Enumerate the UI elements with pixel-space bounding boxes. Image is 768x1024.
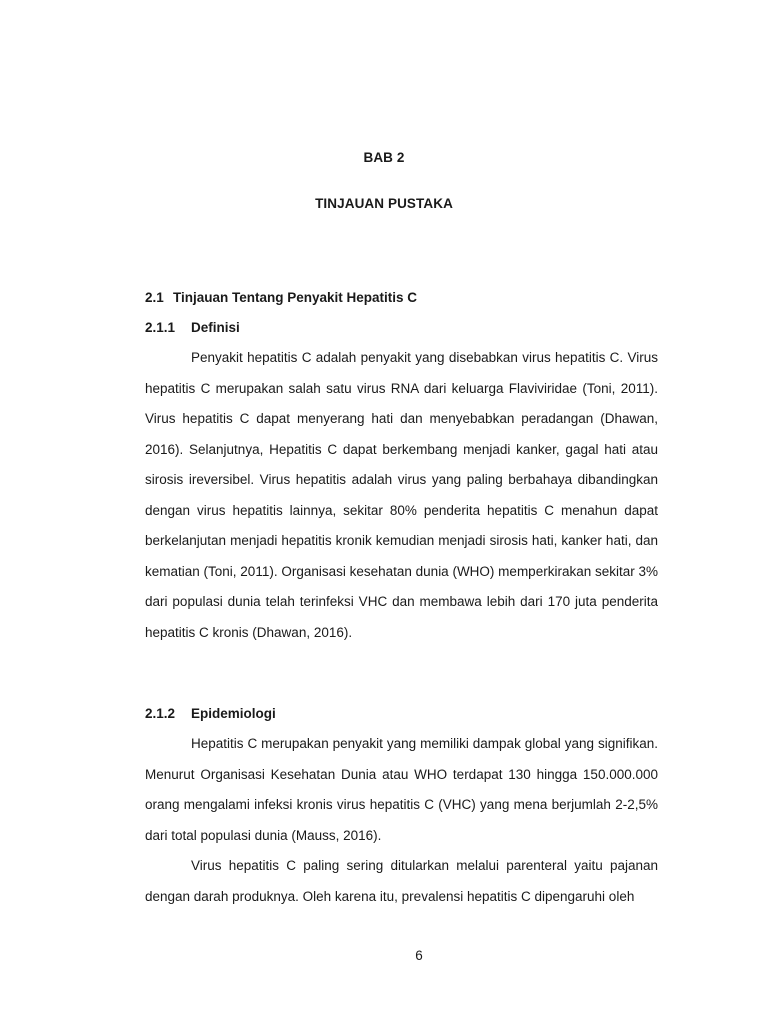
chapter-number: BAB 2: [363, 150, 405, 165]
paragraph-epidemiologi-1: Hepatitis C merupakan penyakit yang memiliki dampak global yang signifikan. Menurut Organisasi Kesehatan Dunia atau WHO terdapat 130 hingga 150.000.000 orang mengalami infeksi kronis virus hepatitis C (VHC) yang mena berjumlah 2-2,5% dari total populasi dunia (Mauss, 2016).: [145, 736, 658, 843]
subsection-title: Epidemiologi: [191, 706, 276, 721]
paragraph-epidemiologi-2: Virus hepatitis C paling sering ditularkan melalui parenteral yaitu pajanan dengan darah produknya. Oleh karena itu, prevalensi hepatitis C dipengaruhi oleh: [145, 858, 658, 904]
section-number: 2.1: [145, 290, 164, 305]
subsection-number: 2.1.1: [145, 320, 176, 335]
subsection-heading-definisi: [145, 320, 240, 335]
chapter-title: TINJAUAN PUSTAKA: [315, 196, 453, 211]
section-title: Tinjauan Tentang Penyakit Hepatitis C: [173, 290, 418, 305]
subsection-title: Definisi: [191, 320, 240, 335]
section-heading: [145, 290, 417, 305]
subsection-heading-epidemiologi: [145, 706, 276, 721]
paragraph-definisi: Penyakit hepatitis C adalah penyakit yang disebabkan virus hepatitis C. Virus hepatitis C merupakan salah satu virus RNA dari keluarga Flaviviridae (Toni, 2011). Virus hepatitis C dapat menyerang hati dan menyebabkan peradangan (Dhawan, 2016). Selanjutnya, Hepatitis C dapat berkembang menjadi kanker, gagal hati atau sirosis ireversibel. Virus hepatitis adalah virus yang paling berbahaya dibandingkan dengan virus hepatitis lainnya, sekitar 80% penderita hepatitis C menahun dapat berkelanjutan menjadi hepatitis kronik kemudian menjadi sirosis hati, kanker hati, dan kematian (Toni, 2011). Organisasi kesehatan dunia (WHO) memperkirakan sekitar 3% dari populasi dunia telah terinfeksi VHC dan membawa lebih dari 170 juta penderita hepatitis C kronis (Dhawan, 2016).: [145, 350, 658, 640]
page-number: 6: [415, 948, 423, 963]
subsection-number: 2.1.2: [145, 706, 176, 721]
